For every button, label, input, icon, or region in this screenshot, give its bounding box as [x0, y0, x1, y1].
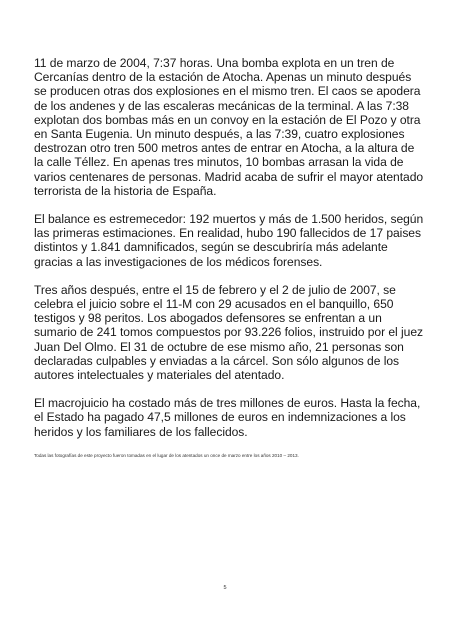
paragraph-1: 11 de marzo de 2004, 7:37 horas. Una bomba explota en un tren de Cercanías dentro de la estación de Atocha. Apenas un minuto después se producen otras dos explosiones en el mismo tren. El caos se apodera de los andenes y de las escaleras mecánicas de la terminal. A las 7:38 explotan dos bombas más en un convoy en la estación de El Pozo y otra en Santa Eugenia. Un minuto después, a las 7:39, cuatro explosiones destrozan otro tren 500 metros antes de entrar en Atocha, a la altura de la calle Téllez. En apenas tres minutos, 10 bombas arrasan la vida de varios centenares de personas. Madrid acaba de sufrir el mayor atentado terrorista de la historia de España.	[34, 56, 424, 198]
paragraph-3: Tres años después, entre el 15 de febrero y el 2 de julio de 2007, se celebra el juicio sobre el 11-M con 29 acusados en el banquillo, 650 testigos y 98 peritos. Los abogados defensores se enfrentan a un sumario de 241 tomos compuestos por 93.226 folios, instruido por el juez Juan Del Olmo. El 31 de octubre de ese mismo año, 21 personas son declaradas culpables y enviadas a la cárcel. Son sólo algunos de los autores intelectuales y materiales del atentado.	[34, 282, 423, 383]
paragraph-2: El balance es estremecedor: 192 muertos y más de 1.500 heridos, según las primeras estimaciones. En realidad, hubo 190 fallecidos de 17 paises distintos y 1.841 damnificados, según se descubriría más adelante gracias a las investigaciones de los médicos forenses.	[34, 212, 424, 269]
body-text	[34, 56, 426, 459]
paragraph-4: El macrojuicio ha costado más de tres millones de euros. Hasta la fecha, el Estado ha pagado 47,5 millones de euros en indemnizaciones a los heridos y los familiares de los fallecidos.	[34, 396, 421, 439]
footnote: Todas las fotografías de este proyecto fueron tomadas en el lugar de los atentados un once de marzo entre los años 2010 – 2013.	[34, 452, 299, 458]
page-number: 5	[223, 585, 227, 591]
